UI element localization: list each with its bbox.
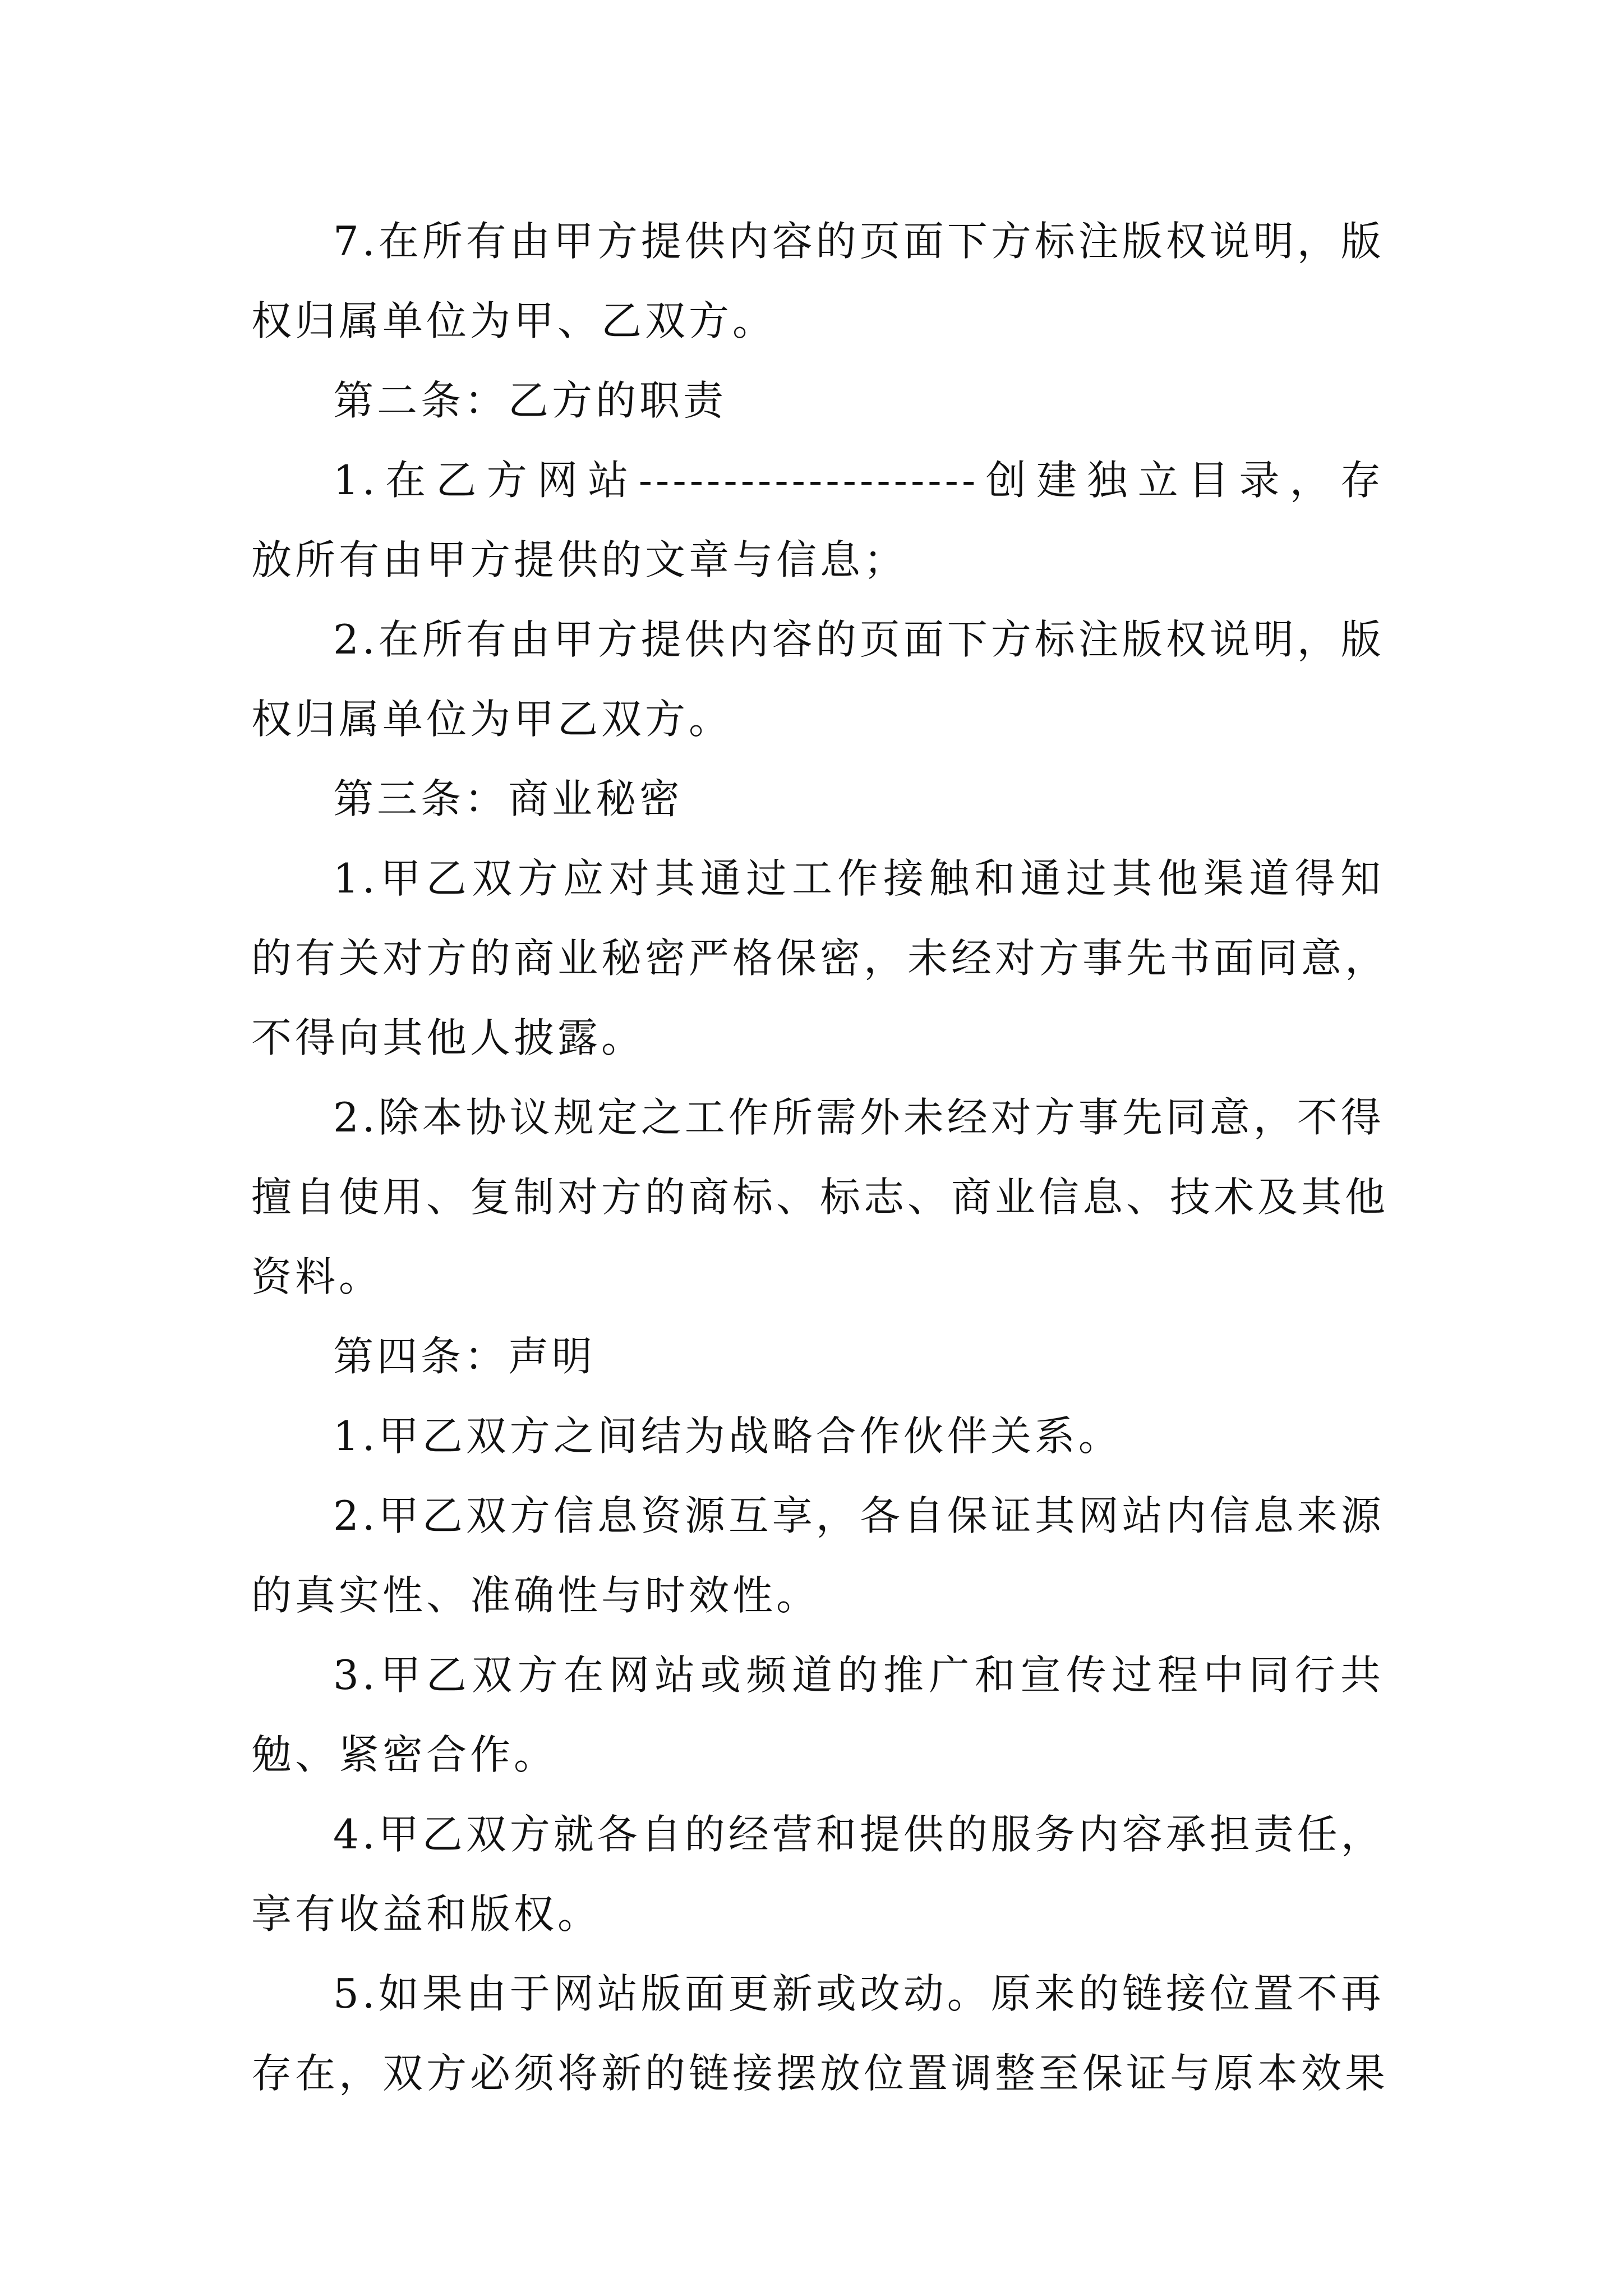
clause-2-2-line-2: 权归属单位为甲乙双方。 — [251, 696, 733, 743]
clause-3-1-line-1: 1.甲乙双方应对其通过工作接触和通过其他渠道得知 — [333, 855, 1384, 902]
clause-2-2-line-1: 2.在所有由甲方提供内容的页面下方标注版权说明，版 — [333, 616, 1385, 663]
clause-4-3-line-2: 勉、紧密合作。 — [251, 1731, 558, 1778]
clause-4-4-line-1: 4.甲乙双方就各自的经营和提供的服务内容承担责任， — [333, 1811, 1385, 1858]
clause-4-2-line-2: 的真实性、准确性与时效性。 — [251, 1572, 820, 1619]
clause-4-3-line-1: 3.甲乙双方在网站或频道的推广和宣传过程中同行共 — [333, 1651, 1384, 1699]
clause-1-7-line-2: 权归属单位为甲、乙双方。 — [251, 297, 777, 344]
clause-2-1-line-1: 1.在乙方网站--------------------创建独立目录，存 — [333, 457, 1384, 504]
clause-1-7-line-1: 7.在所有由甲方提供内容的页面下方标注版权说明，版 — [333, 218, 1385, 265]
clause-3-1-line-3: 不得向其他人披露。 — [251, 1014, 645, 1061]
clause-4-1-line-1: 1.甲乙双方之间结为战略合作伙伴关系。 — [333, 1412, 1122, 1460]
clause-3-2-line-1: 2.除本协议规定之工作所需外未经对方事先同意，不得 — [333, 1094, 1385, 1141]
clause-4-2-line-1: 2.甲乙双方信息资源互享，各自保证其网站内信息来源 — [333, 1492, 1385, 1539]
clause-4-4-line-2: 享有收益和版权。 — [251, 1890, 602, 1938]
clause-3-2-line-2: 擅自使用、复制对方的商标、标志、商业信息、技术及其他 — [251, 1174, 1389, 1221]
article-4-heading: 第四条：声明 — [333, 1333, 596, 1380]
clause-4-5-line-1: 5.如果由于网站版面更新或改动。原来的链接位置不再 — [333, 1970, 1385, 2017]
clause-4-5-line-2: 存在，双方必须将新的链接摆放位置调整至保证与原本效果 — [251, 2050, 1389, 2097]
clause-2-1-line-2: 放所有由甲方提供的文章与信息； — [251, 536, 908, 583]
article-3-heading: 第三条：商业秘密 — [333, 775, 684, 822]
clause-3-1-line-2: 的有关对方的商业秘密严格保密，未经对方事先书面同意， — [251, 935, 1389, 982]
clause-3-2-line-3: 资料。 — [251, 1253, 383, 1300]
article-2-heading: 第二条：乙方的职责 — [333, 377, 727, 424]
